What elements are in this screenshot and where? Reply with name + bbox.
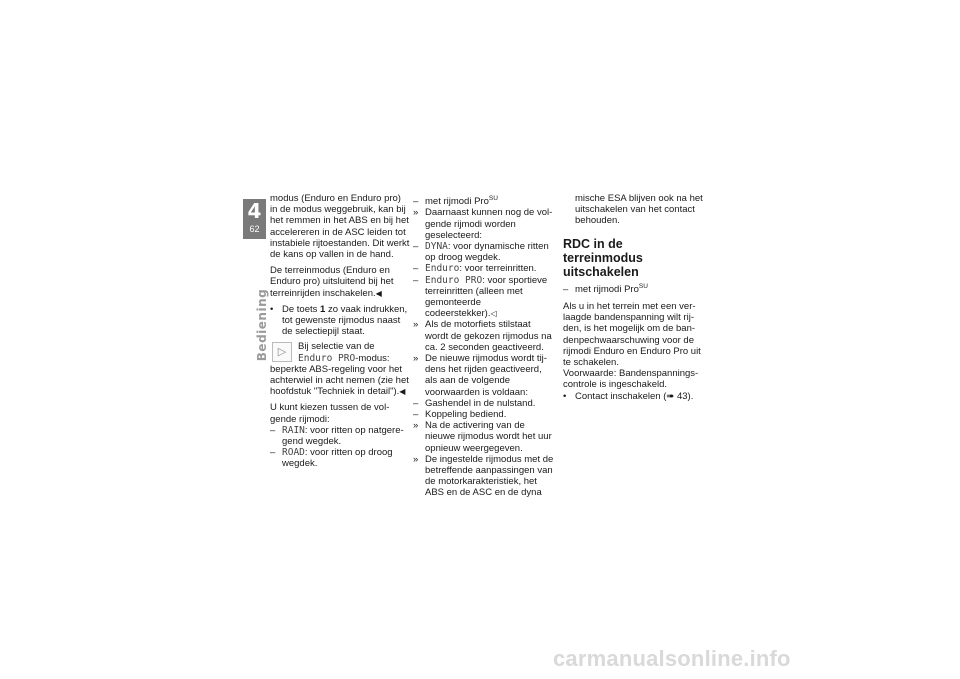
mode-name: Enduro PRO (425, 274, 483, 286)
bullet-icon: • (270, 303, 274, 315)
paragraph: U kunt kiezen tussen de volgende rijmodi: (270, 402, 390, 425)
dash-icon: – (270, 424, 276, 436)
dash-item: – DYNA: voor dynamische ritten op droog wegdek. (413, 240, 549, 264)
result-item: » De nieuwe rijmodus wordt tijdens het rijden geactiveerd, als aan de volgende voorwaarden is voldaan: (413, 353, 547, 398)
superscript: SU (488, 195, 498, 202)
paragraph: De terreinmodus (Enduro en Enduro pro) uitsluitend bij het terreinrijden inschakelen.◀ (270, 265, 394, 299)
result-item: » Als de motorfiets stilstaat wordt de gekozen rijmodus na ca. 2 seconden geactiveerd. (413, 319, 552, 353)
dash-item: – ROAD: voor ritten op droog wegdek. (270, 447, 393, 470)
result-arrow-icon: » (413, 207, 419, 219)
end-marker-icon: ◀ (399, 387, 406, 397)
result-item: » Daarnaast kunnen nog de volgende rijmodi worden geselecteerd: (413, 207, 553, 241)
result-arrow-icon: » (413, 420, 419, 432)
dash-icon: – (413, 263, 419, 275)
dash-item: – Enduro PRO: voor sportieve terreinritten (alleen met gemonteerde codeerstekker).◁ (413, 274, 548, 320)
key-number: 1 (320, 303, 326, 315)
note-continuation: beperkte ABS-regeling voor het achterwiel in acht nemen (zie het hoofdstuk "Techniek in detail").◀ (270, 363, 409, 398)
dash-icon: – (413, 240, 419, 252)
mode-name: DYNA (425, 240, 448, 252)
mode-name: Enduro PRO (298, 352, 356, 364)
paragraph: Als u in het terrein met een verlaagde bandenspanning wilt rijden, is het mogelijk om de bandenpechwaarschuwing voor de rijmodi Enduro en Enduro Pro uit te schakelen. (563, 300, 701, 368)
end-marker-icon: ◀ (375, 288, 382, 298)
result-item: » De ingestelde rijmodus met de betreffende aanpassingen van de motorkarakteristiek, het ABS en de ASC en de dyna (413, 453, 554, 499)
section-heading: RDC in de terreinmodus uitschakelen (563, 236, 643, 279)
note-text: Bij selectie van de Enduro PRO-modus: (298, 341, 390, 364)
note-box (270, 341, 410, 363)
dash-icon: – (413, 397, 419, 409)
paragraph: Voorwaarde: Bandenspanningscontrole is ingeschakeld. (563, 368, 699, 391)
column-2 (413, 193, 554, 499)
result-arrow-icon: » (413, 453, 419, 465)
column-1 (270, 193, 410, 470)
dash-item: – RAIN: voor ritten op natgeregend wegdek. (270, 424, 404, 448)
result-arrow-icon: » (413, 353, 419, 364)
mode-name: ROAD (282, 447, 305, 459)
chapter-tab (243, 199, 266, 239)
page-reference-arrow-icon: ➠ (666, 390, 675, 402)
result-item: » Na de activering van de nieuwe rijmodus wordt het uur opnieuw weergegeven. (413, 420, 552, 454)
mode-name: RAIN (282, 424, 305, 436)
dash-icon: – (413, 274, 419, 286)
paragraph: modus (Enduro en Enduro pro) in de modus weggebruik, kan bij het remmen in het ABS en bij het accelereren in de ASC leiden tot instabiele rijtoestanden. Dit werkt de kans op vallen in de hand. (270, 193, 410, 261)
dash-icon: – (413, 409, 419, 421)
bullet-item: • Contact inschakelen (➠ 43). (563, 390, 694, 402)
watermark: carmanualsonline.info (553, 646, 791, 671)
dash-item: – Enduro: voor terreinritten. (413, 263, 537, 275)
chapter-title: Bediening (255, 288, 269, 362)
result-arrow-icon: » (413, 319, 419, 331)
dash-item: – Gashendel in de nulstand. (413, 397, 536, 409)
chapter-number: 4 (247, 199, 262, 223)
superscript: SU (638, 282, 648, 290)
dash-icon: – (563, 283, 569, 295)
dash-icon: – (413, 196, 419, 208)
dash-item: – met rijmodi Pro$^{SU}$ (413, 195, 498, 208)
play-triangle-icon: ▷ (272, 342, 292, 362)
result-continuation: mische ESA blijven ook na het uitschakelen van het contact behouden. (575, 193, 703, 227)
column-3 (563, 193, 705, 402)
dash-icon: – (270, 447, 276, 459)
end-marker-icon: ◁ (490, 309, 497, 319)
page-number: 62 (249, 224, 260, 234)
mode-name: Enduro (425, 263, 460, 275)
dash-item: – Koppeling bediend. (413, 409, 507, 421)
bullet-icon: • (563, 390, 567, 402)
bullet-item: • De toets 1 zo vaak indrukken, tot gewenste rijmodus naast de selectiepijl staat. (270, 303, 408, 338)
dash-item: – met rijmodi Pro$^{SU}$ (563, 282, 648, 295)
